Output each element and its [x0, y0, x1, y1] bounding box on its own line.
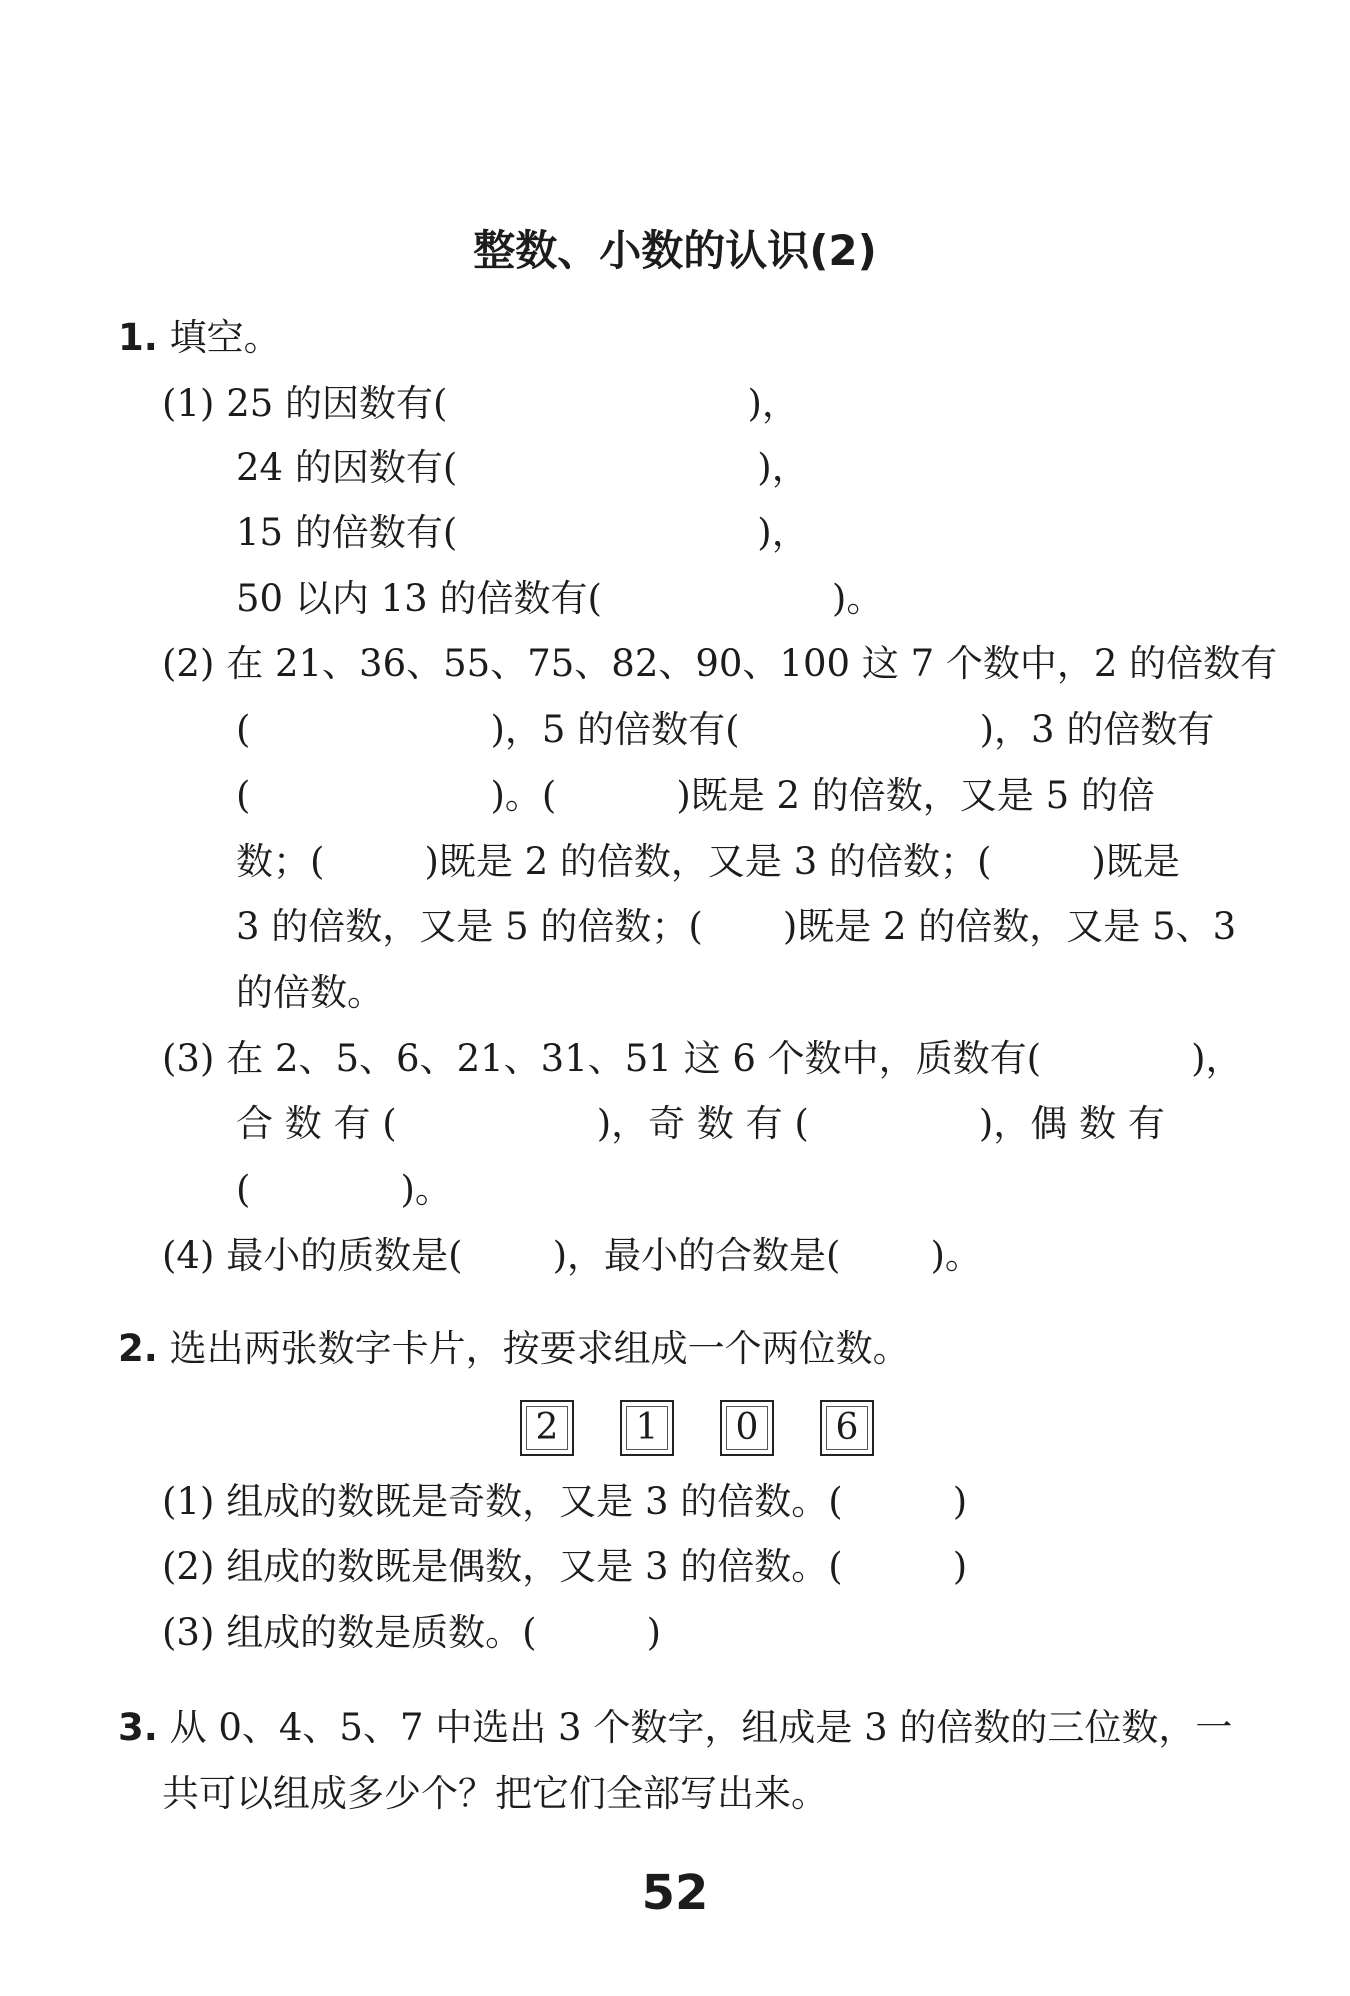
q1-s3-text1: 在 2、5、6、21、31、51 这 6 个数中，质数有( — [226, 1037, 1042, 1080]
q1-s2-line6 — [236, 971, 384, 1015]
q1-s1-text3: 15 的倍数有( — [236, 511, 458, 554]
q1-s3-line2 — [236, 1102, 1165, 1146]
q1-s3-line3 — [236, 1168, 452, 1212]
digit-card: 2 — [520, 1400, 574, 1456]
digit-card: 0 — [720, 1400, 774, 1456]
page-number: 52 — [641, 1865, 709, 1921]
q1-s1-line2 — [236, 446, 809, 490]
q1-s2-text5b: )既是 2 的倍数，又是 5、3 — [782, 905, 1237, 948]
q1-s4-text-a: 最小的质数是( — [226, 1234, 463, 1277]
q1-s3-line1 — [162, 1037, 1243, 1081]
q1-s2-line2 — [236, 708, 1214, 752]
q2-s3-end: ) — [646, 1611, 662, 1654]
q1-s3-text3a: ( — [236, 1168, 251, 1211]
q2-s3-line — [162, 1611, 661, 1655]
q1-number: 1. — [118, 316, 158, 359]
q1-s2-line5 — [236, 905, 1236, 949]
q3-text1: 从 0、4、5、7 中选出 3 个数字，组成是 3 的倍数的三位数，一 — [169, 1706, 1233, 1749]
q1-s3-end1: )， — [1191, 1037, 1243, 1080]
q1-s1-end1: )， — [747, 382, 799, 425]
q1-s2-text2b: )，5 的倍数有( — [490, 708, 740, 751]
q2-s1-text: 组成的数既是奇数，又是 3 的倍数。( — [226, 1480, 843, 1523]
q1-s1-end4: )。 — [831, 577, 884, 620]
q2-s2-end: ) — [952, 1545, 968, 1588]
q2-heading-line — [118, 1327, 910, 1371]
q2-s1-label: (1) — [162, 1480, 215, 1523]
q2-number: 2. — [118, 1327, 158, 1370]
q1-s1-line1 — [162, 382, 799, 426]
q1-s3-text2b: )，奇 数 有 ( — [596, 1102, 809, 1145]
q1-s2-text4c: )既是 — [1091, 840, 1180, 883]
q2-s2-text: 组成的数既是偶数，又是 3 的倍数。( — [226, 1545, 843, 1588]
q1-s2-text4a: 数；( — [236, 840, 325, 883]
q1-s2-text3a: ( — [236, 774, 251, 817]
q1-s3-text2c: )，偶 数 有 — [978, 1102, 1165, 1145]
q1-s4-text-c: )。 — [930, 1234, 982, 1277]
q1-s1-label: (1) — [162, 382, 215, 425]
q2-s2-label: (2) — [162, 1545, 215, 1588]
q1-s2-text3b: )。( — [490, 774, 557, 817]
q3-text2: 共可以组成多少个？把它们全部写出来。 — [162, 1772, 828, 1815]
q3-number: 3. — [118, 1706, 158, 1749]
q1-s4-label: (4) — [162, 1234, 215, 1277]
q1-s1-end3: )， — [757, 511, 809, 554]
q1-s1-text2: 24 的因数有( — [236, 446, 458, 489]
q1-s3-text2a: 合 数 有 ( — [236, 1102, 397, 1145]
q1-s1-end2: )， — [757, 446, 809, 489]
q1-s4-text-b: )，最小的合数是( — [552, 1234, 841, 1277]
q1-s2-line4 — [236, 840, 1180, 884]
q3-line2 — [162, 1772, 828, 1816]
q2-s1-line — [162, 1480, 967, 1524]
q1-s2-label: (2) — [162, 642, 215, 685]
q1-s2-text3c: )既是 2 的倍数，又是 5 的倍 — [676, 774, 1155, 817]
page-title: 整数、小数的认识(2) — [473, 226, 877, 275]
q1-s1-text1: 25 的因数有( — [226, 382, 448, 425]
q1-s2-text2c: )，3 的倍数有 — [979, 708, 1215, 751]
q1-s1-line3 — [236, 511, 809, 555]
q1-s1-text4: 50 以内 13 的倍数有( — [236, 577, 602, 620]
q2-s3-text: 组成的数是质数。( — [226, 1611, 537, 1654]
q1-heading: 填空。 — [169, 316, 281, 359]
q1-s2-text1: 在 21、36、55、75、82、90、100 这 7 个数中，2 的倍数有 — [226, 642, 1278, 685]
q1-s3-label: (3) — [162, 1037, 215, 1080]
q1-heading-line — [118, 316, 281, 360]
q2-s1-end: ) — [952, 1480, 968, 1523]
q1-s2-text4b: )既是 2 的倍数，又是 3 的倍数；( — [424, 840, 992, 883]
q1-s4-line — [162, 1234, 982, 1278]
q1-s1-line4 — [236, 577, 883, 621]
q2-s2-line — [162, 1545, 967, 1589]
q1-s2-text6: 的倍数。 — [236, 971, 384, 1014]
q1-s2-text2a: ( — [236, 708, 251, 751]
q2-s3-label: (3) — [162, 1611, 215, 1654]
digit-card: 1 — [620, 1400, 674, 1456]
digit-card: 6 — [820, 1400, 874, 1456]
q1-s2-line3 — [236, 774, 1155, 818]
q3-line1 — [118, 1706, 1232, 1750]
q1-s3-text3b: )。 — [400, 1168, 452, 1211]
q2-heading: 选出两张数字卡片，按要求组成一个两位数。 — [169, 1327, 910, 1370]
q1-s2-line1 — [162, 642, 1277, 686]
q1-s2-text5a: 3 的倍数，又是 5 的倍数；( — [236, 905, 703, 948]
